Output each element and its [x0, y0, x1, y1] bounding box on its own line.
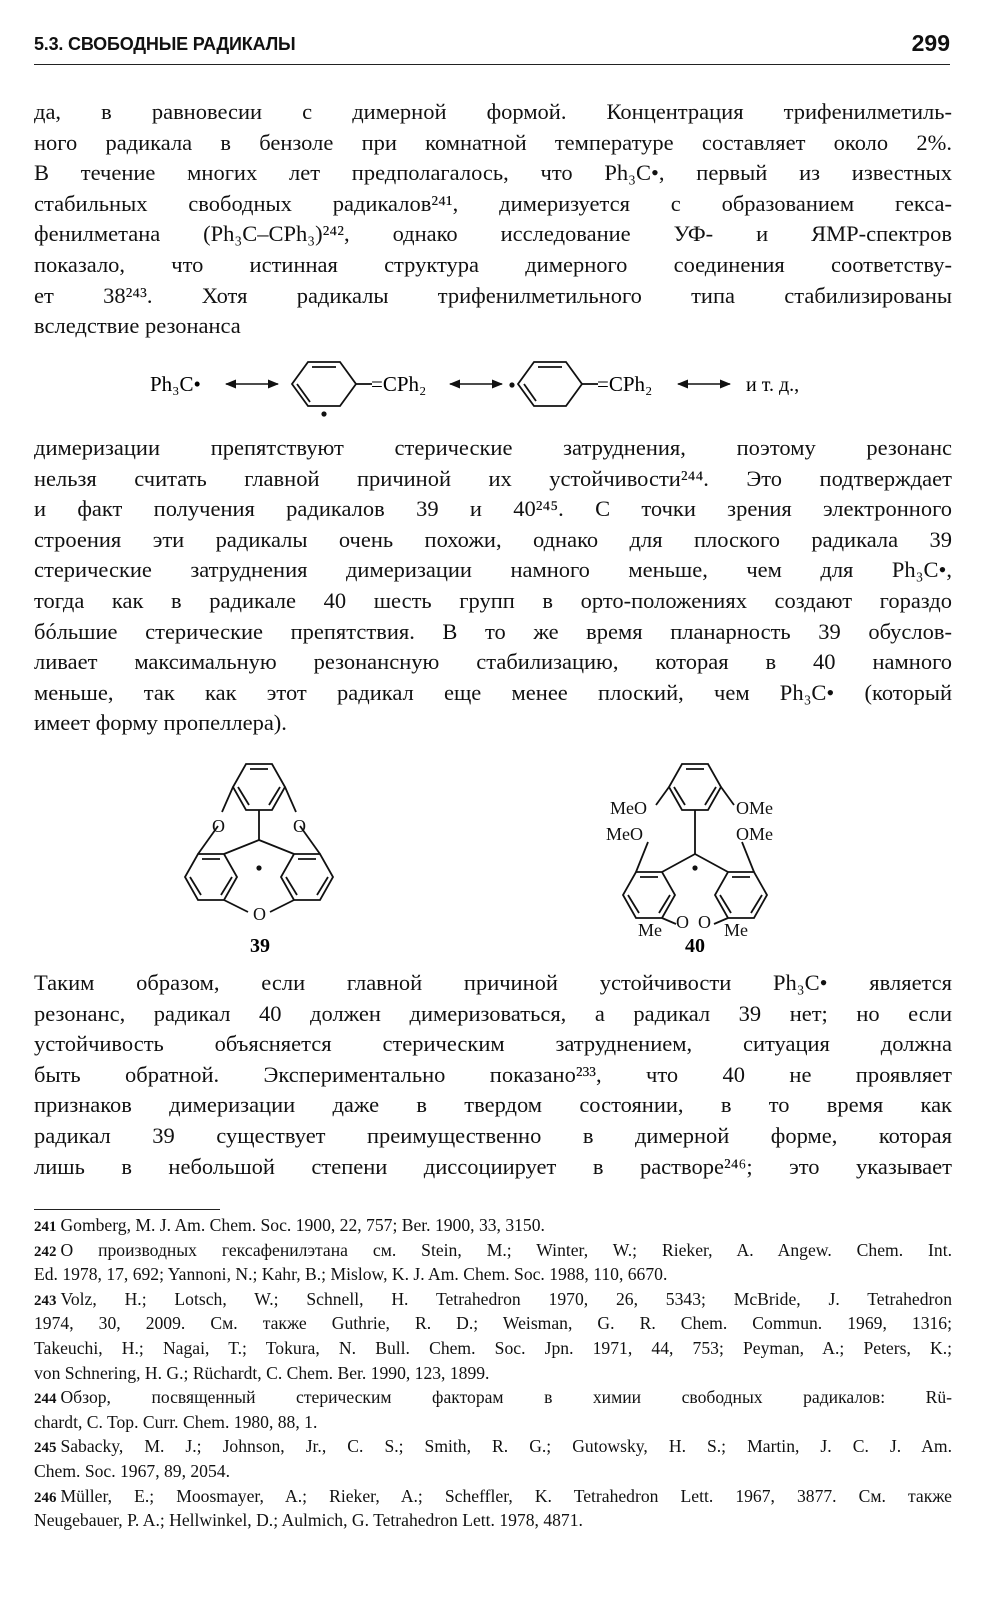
footnote-number: 243: [34, 1292, 57, 1309]
resonance-start: Ph₃C•: [150, 372, 201, 396]
oxygen-atom: O: [212, 816, 225, 836]
footnotes: [34, 1213, 952, 1533]
paragraph-2: [34, 433, 952, 739]
footnote-text: Chem. Soc. 1967, 89, 2054.: [34, 1460, 230, 1481]
section-title: 5.3. СВОБОДНЫЕ РАДИКАЛЫ: [34, 34, 296, 54]
oxygen-atom: O: [698, 912, 711, 932]
cyclohexadiene-ring: [518, 362, 598, 406]
text-line: тогда как в радикале 40 шесть групп в орто-положениях создают гораздо: [34, 587, 952, 613]
footnote-text: О производных гексафенилэтана см. Stein, M.; Winter, W.; Rieker, A. Angew. Chem. Int.: [60, 1239, 952, 1260]
resonance-ending: и т. д.,: [746, 374, 800, 396]
text-line: меньше, так как этот радикал еще менее плоский, чем Ph₃C• (который: [34, 679, 952, 705]
footnote-text: Takeuchi, H.; Nagai, T.; Tokura, N. Bull. Chem. Soc. Jpn. 1971, 44, 753; Peyman, A.; Peters, K.;: [34, 1337, 952, 1358]
methoxy-label: MeO: [606, 824, 643, 844]
text-line: быть обратной. Экспериментально показано²³³, что 40 не проявляет: [34, 1061, 952, 1087]
footnote-text: Müller, E.; Moosmayer, A.; Rieker, A.; Scheffler, K. Tetrahedron Lett. 1967, 3877. См. также: [60, 1485, 952, 1506]
form3-label: =CPh₂: [597, 372, 653, 396]
footnote-number: 244: [34, 1391, 57, 1408]
footnote-text: Sabacky, M. J.; Johnson, Jr., C. S.; Smith, R. G.; Gutowsky, H. S.; Martin, J. C. J. Am.: [60, 1436, 952, 1457]
methoxy-label: OMe: [736, 798, 773, 818]
footnote-number: 242: [34, 1243, 57, 1260]
methyl-label: Me: [724, 920, 748, 940]
text-line: вследствие резонанса: [34, 313, 241, 339]
text-line: да, в равновесии с димерной формой. Концентрация трифенилметиль-: [34, 99, 952, 124]
radical-dot: [256, 865, 261, 870]
oxygen-atom: O: [676, 912, 689, 932]
footnote-244: [34, 1385, 952, 1434]
footnote-separator: [34, 1209, 220, 1210]
text-line: радикал 39 существует преимущественно в димерной форме, которая: [34, 1122, 952, 1148]
text-line: стерические затруднения димеризации намного меньше, чем для Ph₃C•,: [34, 557, 952, 583]
cyclohexadiene-ring: [292, 362, 372, 406]
text-line: имеет форму пропеллера).: [34, 710, 287, 736]
oxygen-atom: O: [293, 816, 306, 836]
form2-label: =CPh₂: [371, 372, 427, 396]
footnote-245: [34, 1434, 952, 1483]
footnote-text: Neugebauer, P. A.; Hellwinkel, D.; Aulmich, G. Tetrahedron Lett. 1978, 4871.: [34, 1510, 583, 1531]
radical-dot: [509, 382, 514, 387]
methoxy-label: OMe: [736, 824, 773, 844]
radical-dot: [692, 865, 697, 870]
text-line: ливает максимальную резонансную стабилизацию, которая в 40 намного: [34, 649, 952, 675]
paragraph-3: [34, 968, 952, 1182]
footnote-text: 1974, 30, 2009. См. также Guthrie, R. D.; Weisman, G. R. Chem. Commun. 1969, 1316;: [34, 1313, 952, 1334]
compound-label-40: 40: [685, 935, 705, 957]
text-line: и факт получения радикалов 39 и 40²⁴⁵. С точки зрения электронного: [34, 496, 952, 522]
text-line: лишь в небольшой степени диссоциирует в растворе²⁴⁶; это указывает: [34, 1153, 952, 1179]
compound-label-39: 39: [250, 935, 270, 957]
footnote-text: von Schnering, H. G.; Rüchardt, C. Chem. Ber. 1990, 123, 1899.: [34, 1362, 490, 1383]
footnote-text: Обзор, посвященный стерическим факторам в химии свободных радикалов: Rü-: [60, 1387, 952, 1408]
structure-40: [623, 764, 767, 924]
text-line: стабильных свободных радикалов²⁴¹, димеризуется с образованием гекса-: [34, 190, 952, 216]
structure-39: [185, 764, 333, 912]
text-line: В течение многих лет предполагалось, что Ph₃C•, первый из известных: [34, 160, 952, 186]
running-header: [34, 30, 950, 65]
radical-dot: [321, 411, 326, 416]
chemical-structures: [150, 750, 850, 970]
footnote-text: Ed. 1978, 17, 692; Yannoni, N.; Kahr, B.; Mislow, K. J. Am. Chem. Soc. 1988, 110, 6670.: [34, 1264, 668, 1285]
text-line: димеризации препятствуют стерические затруднения, поэтому резонанс: [34, 435, 952, 460]
footnote-243: [34, 1287, 952, 1385]
text-line: фенилметана (Ph₃C–CPh₃)²⁴², однако исследование УФ- и ЯМР-спектров: [34, 221, 952, 247]
text-line: Таким образом, если главной причиной устойчивости Ph₃C• является: [34, 970, 952, 995]
page-number: 299: [911, 30, 950, 56]
text-line: показало, что истинная структура димерного соединения соответству-: [34, 251, 952, 277]
text-line: устойчивость объясняется стерическим затруднением, ситуация должна: [34, 1031, 952, 1057]
text-line: резонанс, радикал 40 должен димеризоваться, а радикал 39 нет; но если: [34, 1000, 952, 1026]
footnote-text: Gomberg, M. J. Am. Chem. Soc. 1900, 22, 757; Ber. 1900, 33, 3150.: [60, 1215, 545, 1235]
footnote-number: 241: [34, 1219, 57, 1235]
text-line: строения эти радикалы очень похожи, однако для плоского радикала 39: [34, 526, 952, 552]
footnote-242: [34, 1238, 952, 1287]
footnote-246: [34, 1484, 952, 1533]
footnote-number: 245: [34, 1440, 57, 1457]
text-line: признаков димеризации даже в твердом состоянии, в то время как: [34, 1092, 952, 1118]
text-line: ет 38²⁴³. Хотя радикалы трифенилметильного типа стабилизированы: [34, 282, 952, 308]
footnote-text: chardt, C. Top. Curr. Chem. 1980, 88, 1.: [34, 1411, 318, 1432]
methoxy-label: MeO: [610, 798, 647, 818]
paragraph-1: [34, 97, 952, 342]
text-line: нельзя считать главной причиной их устойчивости²⁴⁴. Это подтверждает: [34, 465, 952, 491]
text-line: бóльшие стерические препятствия. В то же время планарность 39 обуслов-: [34, 618, 952, 644]
footnote-number: 246: [34, 1489, 57, 1506]
text-line: ного радикала в бензоле при комнатной температуре составляет около 2%.: [34, 129, 952, 155]
footnote-text: Volz, H.; Lotsch, W.; Schnell, H. Tetrahedron 1970, 26, 5343; McBride, J. Tetrahedron: [60, 1288, 952, 1309]
methyl-label: Me: [638, 920, 662, 940]
footnote-241: [34, 1213, 952, 1238]
oxygen-atom: O: [253, 904, 266, 924]
resonance-scheme: [150, 356, 830, 422]
